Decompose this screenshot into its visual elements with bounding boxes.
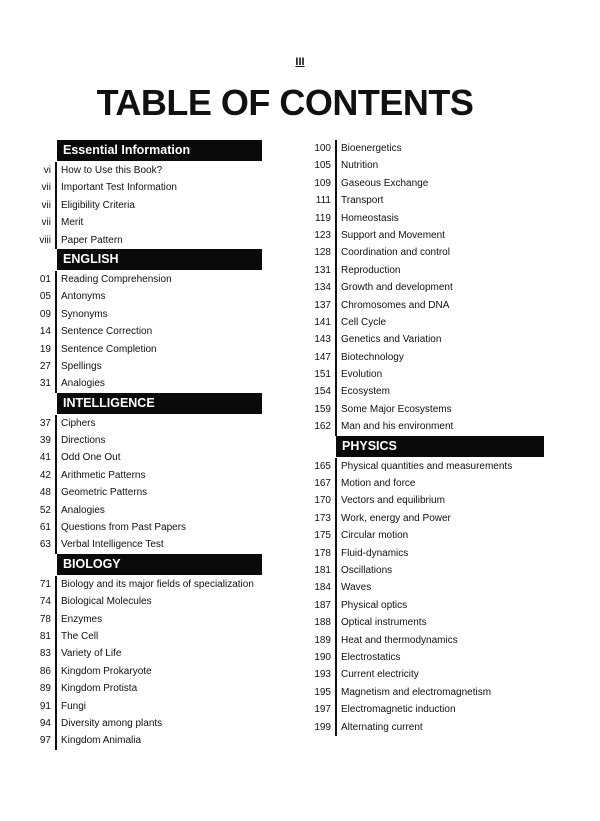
toc-page-number: 170: [314, 495, 331, 507]
section-heading: [308, 436, 544, 457]
toc-entry[interactable]: [308, 279, 544, 296]
toc-entry[interactable]: [308, 175, 544, 192]
toc-entry[interactable]: [308, 401, 544, 418]
toc-entry[interactable]: [308, 649, 544, 666]
toc-entry-title: Fluid-dynamics: [341, 547, 409, 559]
toc-entry-title: Sentence Correction: [61, 326, 153, 338]
toc-page-number: 175: [314, 530, 331, 542]
toc-page-number: 187: [314, 599, 331, 611]
section-heading: [30, 140, 262, 161]
toc-entry-title: Motion and force: [341, 478, 416, 490]
toc-entry-title: Waves: [341, 582, 372, 594]
toc-entry[interactable]: [308, 314, 544, 331]
toc-page-number: 61: [39, 522, 51, 534]
toc-entry[interactable]: [308, 510, 544, 527]
toc-entry[interactable]: [30, 502, 262, 519]
toc-page-number: 48: [39, 487, 51, 499]
toc-entry-title: Cell Cycle: [341, 316, 387, 328]
section-heading: [30, 393, 262, 414]
toc-entry-title: Magnetism and electromagnetism: [341, 686, 492, 698]
toc-entry[interactable]: [308, 383, 544, 400]
toc-entry-title: Gaseous Exchange: [341, 177, 429, 189]
toc-entry-title: Man and his environment: [341, 421, 454, 433]
toc-entry[interactable]: [30, 715, 262, 732]
toc-page-number: 151: [314, 369, 331, 381]
toc-entry-title: Nutrition: [341, 160, 379, 172]
toc-page-number: 128: [314, 247, 331, 259]
toc-entry-title: Alternating current: [341, 721, 423, 733]
toc-entry-title: Heat and thermodynamics: [341, 634, 458, 646]
toc-entry-title: Odd One Out: [61, 452, 121, 464]
toc-entry[interactable]: [30, 214, 262, 231]
toc-page-number: 31: [39, 378, 51, 390]
page-title: TABLE OF CONTENTS: [96, 82, 474, 123]
toc-entry-title: Ciphers: [61, 417, 96, 429]
toc-entry[interactable]: [30, 519, 262, 536]
toc-entry-title: Support and Movement: [341, 229, 445, 241]
toc-page-number: 19: [39, 343, 51, 355]
toc-entry[interactable]: [30, 484, 262, 501]
toc-entry[interactable]: [308, 210, 544, 227]
toc-page-number: 37: [39, 417, 51, 429]
toc-page-number: 195: [314, 686, 331, 698]
toc-entry[interactable]: [30, 271, 262, 288]
section-heading-label: PHYSICS: [336, 436, 544, 457]
toc-page-number: 190: [314, 651, 331, 663]
toc-entry-title: Some Major Ecosystems: [341, 403, 452, 415]
toc-entry[interactable]: [308, 562, 544, 579]
section-heading-label: INTELLIGENCE: [57, 393, 262, 414]
toc-page-number: 83: [39, 648, 51, 660]
toc-page-number: 162: [314, 421, 331, 433]
toc-entry-title: Work, energy and Power: [341, 512, 451, 524]
toc-entry[interactable]: [30, 432, 262, 449]
toc-entry[interactable]: [308, 366, 544, 383]
toc-page-number: 01: [39, 273, 51, 285]
toc-entry-title: Transport: [341, 195, 384, 207]
toc-page-number: 181: [314, 564, 331, 576]
toc-page-number: 94: [39, 717, 51, 729]
toc-entry-title: Growth and development: [341, 282, 453, 294]
toc-entry-title: Homeostasis: [341, 212, 399, 224]
toc-entry[interactable]: [308, 331, 544, 348]
section-heading-label: BIOLOGY: [57, 554, 262, 575]
toc-entry-title: Eligibility Criteria: [61, 199, 135, 211]
toc-page-number: 143: [314, 334, 331, 346]
toc-entry-title: Physical quantities and measurements: [341, 460, 513, 472]
toc-entry[interactable]: [308, 719, 544, 736]
toc-page-number: 193: [314, 669, 331, 681]
toc-entry-title: Chromosomes and DNA: [341, 299, 450, 311]
toc-entry[interactable]: [30, 467, 262, 484]
toc-entry[interactable]: [30, 449, 262, 466]
toc-entry[interactable]: [30, 306, 262, 323]
toc-entry[interactable]: [30, 323, 262, 340]
section-heading: [30, 554, 262, 575]
toc-entry-title: Variety of Life: [61, 648, 122, 660]
toc-entry-title: Physical optics: [341, 599, 408, 611]
toc-entry[interactable]: [308, 545, 544, 562]
toc-page-number: 123: [314, 229, 331, 241]
toc-entry-title: Verbal Intelligence Test: [61, 539, 164, 551]
toc-entry-title: Bioenergetics: [341, 143, 402, 154]
toc-entry-title: Analogies: [61, 378, 105, 390]
toc-page-number: 89: [39, 683, 51, 695]
toc-entry[interactable]: [308, 701, 544, 718]
toc-page-number: viii: [39, 234, 51, 246]
toc-entry-title: Reproduction: [341, 264, 401, 276]
toc-entry[interactable]: [30, 628, 262, 645]
left-column: [30, 140, 262, 750]
toc-entry[interactable]: [308, 192, 544, 209]
toc-entry[interactable]: [308, 579, 544, 596]
toc-page-number: 09: [39, 308, 51, 320]
section-heading-label: ENGLISH: [57, 249, 262, 270]
toc-entry-title: Circular motion: [341, 530, 409, 542]
toc-page-number: 74: [39, 596, 51, 608]
toc-entry[interactable]: [30, 415, 262, 432]
toc-entry-title: How to Use this Book?: [61, 165, 163, 176]
toc-entry[interactable]: [308, 349, 544, 366]
toc-entry-title: Ecosystem: [341, 386, 390, 398]
toc-entry[interactable]: [30, 179, 262, 196]
toc-page-number: 131: [314, 264, 331, 276]
toc-entry-title: Synonyms: [61, 308, 108, 320]
toc-page-number: 39: [39, 435, 51, 447]
toc-entry-title: Biotechnology: [341, 351, 404, 363]
toc-page-number: 137: [314, 299, 331, 311]
right-column: [308, 140, 544, 736]
toc-entry-title: Diversity among plants: [61, 717, 163, 729]
toc-entry[interactable]: [30, 732, 262, 749]
toc-entry-title: Enzymes: [61, 613, 103, 625]
section-heading-label: Essential Information: [57, 140, 262, 161]
toc-page-number: 141: [314, 316, 331, 328]
toc-entry-title: Kingdom Animalia: [61, 735, 142, 747]
toc-entry-title: Evolution: [341, 369, 383, 381]
toc-page-number: 78: [39, 613, 51, 625]
toc-entry-title: Optical instruments: [341, 617, 427, 629]
toc-page-number: 154: [314, 386, 331, 398]
toc-page-number: 178: [314, 547, 331, 559]
toc-entry-title: Oscillations: [341, 564, 393, 576]
toc-page-number: 119: [315, 212, 331, 224]
toc-page-number: 197: [314, 704, 331, 716]
toc-entry-title: Vectors and equilibrium: [341, 495, 445, 507]
toc-entry[interactable]: [308, 157, 544, 174]
toc-entry-title: Merit: [61, 217, 84, 229]
toc-entry[interactable]: [308, 492, 544, 509]
toc-entry-title: Electromagnetic induction: [341, 704, 456, 716]
toc-entry-title: Important Test Information: [61, 182, 177, 194]
toc-entry[interactable]: [30, 645, 262, 662]
toc-entry-title: Questions from Past Papers: [61, 522, 187, 534]
toc-page-number: 81: [39, 630, 51, 642]
toc-entry-title: Biology and its major fields of specialization: [61, 578, 254, 590]
toc-entry-title: Spellings: [61, 360, 102, 372]
toc-entry-title: Directions: [61, 435, 106, 447]
toc-page-number: 199: [314, 721, 331, 733]
toc-entry[interactable]: [308, 227, 544, 244]
toc-page-number: 111: [315, 195, 331, 207]
toc-entry[interactable]: [308, 666, 544, 683]
toc-entry[interactable]: [308, 632, 544, 649]
toc-page-number: vii: [41, 199, 51, 211]
toc-entry-title: Antonyms: [61, 291, 106, 303]
toc-page-number: 109: [314, 177, 331, 189]
toc-page-number: 86: [39, 665, 51, 677]
toc-page-number: 189: [314, 634, 331, 646]
toc-entry[interactable]: [308, 140, 544, 157]
toc-entry[interactable]: [308, 475, 544, 492]
toc-page-number: 97: [39, 735, 51, 747]
toc-entry[interactable]: [30, 232, 262, 249]
toc-entry[interactable]: [308, 297, 544, 314]
toc-entry[interactable]: [308, 418, 544, 435]
toc-entry[interactable]: [30, 576, 262, 593]
toc-entry-title: Reading Comprehension: [61, 273, 172, 285]
toc-entry[interactable]: [308, 684, 544, 701]
toc-entry-title: Kingdom Protista: [61, 683, 138, 695]
toc-entry[interactable]: [308, 244, 544, 261]
toc-entry[interactable]: [308, 614, 544, 631]
toc-page-number: 52: [39, 504, 51, 516]
toc-page-number: 159: [314, 403, 331, 415]
toc-page-number: 14: [39, 326, 51, 338]
toc-entry[interactable]: [308, 527, 544, 544]
toc-page-number: vi: [43, 165, 51, 176]
toc-page-number: 27: [39, 360, 51, 372]
toc-entry-title: Fungi: [61, 700, 87, 712]
toc-page-number: 42: [39, 469, 51, 481]
toc-entry-title: Geometric Patterns: [61, 487, 148, 499]
toc-entry[interactable]: [30, 162, 262, 179]
toc-entry-title: Arithmetic Patterns: [61, 469, 146, 481]
toc-page-number: 05: [39, 291, 51, 303]
toc-page-number: 41: [39, 452, 51, 464]
toc-entry-title: The Cell: [61, 630, 99, 642]
toc-page-number: 165: [314, 460, 331, 472]
toc-entry-title: Biological Molecules: [61, 596, 152, 608]
toc-page-number: 100: [314, 143, 331, 154]
toc-page-number: vii: [41, 182, 51, 194]
toc-page-number: 71: [39, 578, 51, 590]
toc-entry[interactable]: [308, 458, 544, 475]
toc-page-number: 167: [314, 478, 331, 490]
toc-entry[interactable]: [30, 593, 262, 610]
toc-entry-title: Current electricity: [341, 669, 419, 681]
toc-entry[interactable]: [30, 611, 262, 628]
toc-page-number: 188: [314, 617, 331, 629]
toc-page-number: 184: [314, 582, 331, 594]
toc-entry[interactable]: [30, 536, 262, 553]
toc-entry[interactable]: [30, 680, 262, 697]
toc-page-number: 91: [39, 700, 51, 712]
toc-page-number: vii: [41, 217, 51, 229]
toc-entry-title: Analogies: [61, 504, 105, 516]
toc-entry-title: Genetics and Variation: [341, 334, 442, 346]
toc-page-number: 105: [314, 160, 331, 172]
toc-entry[interactable]: [30, 341, 262, 358]
toc-entry[interactable]: [308, 262, 544, 279]
toc-entry-title: Coordination and control: [341, 247, 450, 259]
toc-entry-title: Electrostatics: [341, 651, 401, 663]
toc-entry-title: Sentence Completion: [61, 343, 157, 355]
toc-entry-title: Kingdom Prokaryote: [61, 665, 152, 677]
toc-page-number: 147: [314, 351, 331, 363]
toc-entry-title: Paper Pattern: [61, 234, 123, 246]
toc-entry[interactable]: [30, 698, 262, 715]
toc-entry[interactable]: [30, 375, 262, 392]
toc-entry[interactable]: [30, 358, 262, 375]
section-heading: [30, 249, 262, 270]
page-number: III: [295, 56, 305, 68]
toc-entry[interactable]: [30, 197, 262, 214]
toc-page-number: 63: [39, 539, 51, 551]
toc-entry[interactable]: [308, 597, 544, 614]
toc-entry[interactable]: [30, 663, 262, 680]
toc-entry[interactable]: [30, 288, 262, 305]
toc-page-number: 173: [314, 512, 331, 524]
toc-page-number: 134: [314, 282, 331, 294]
